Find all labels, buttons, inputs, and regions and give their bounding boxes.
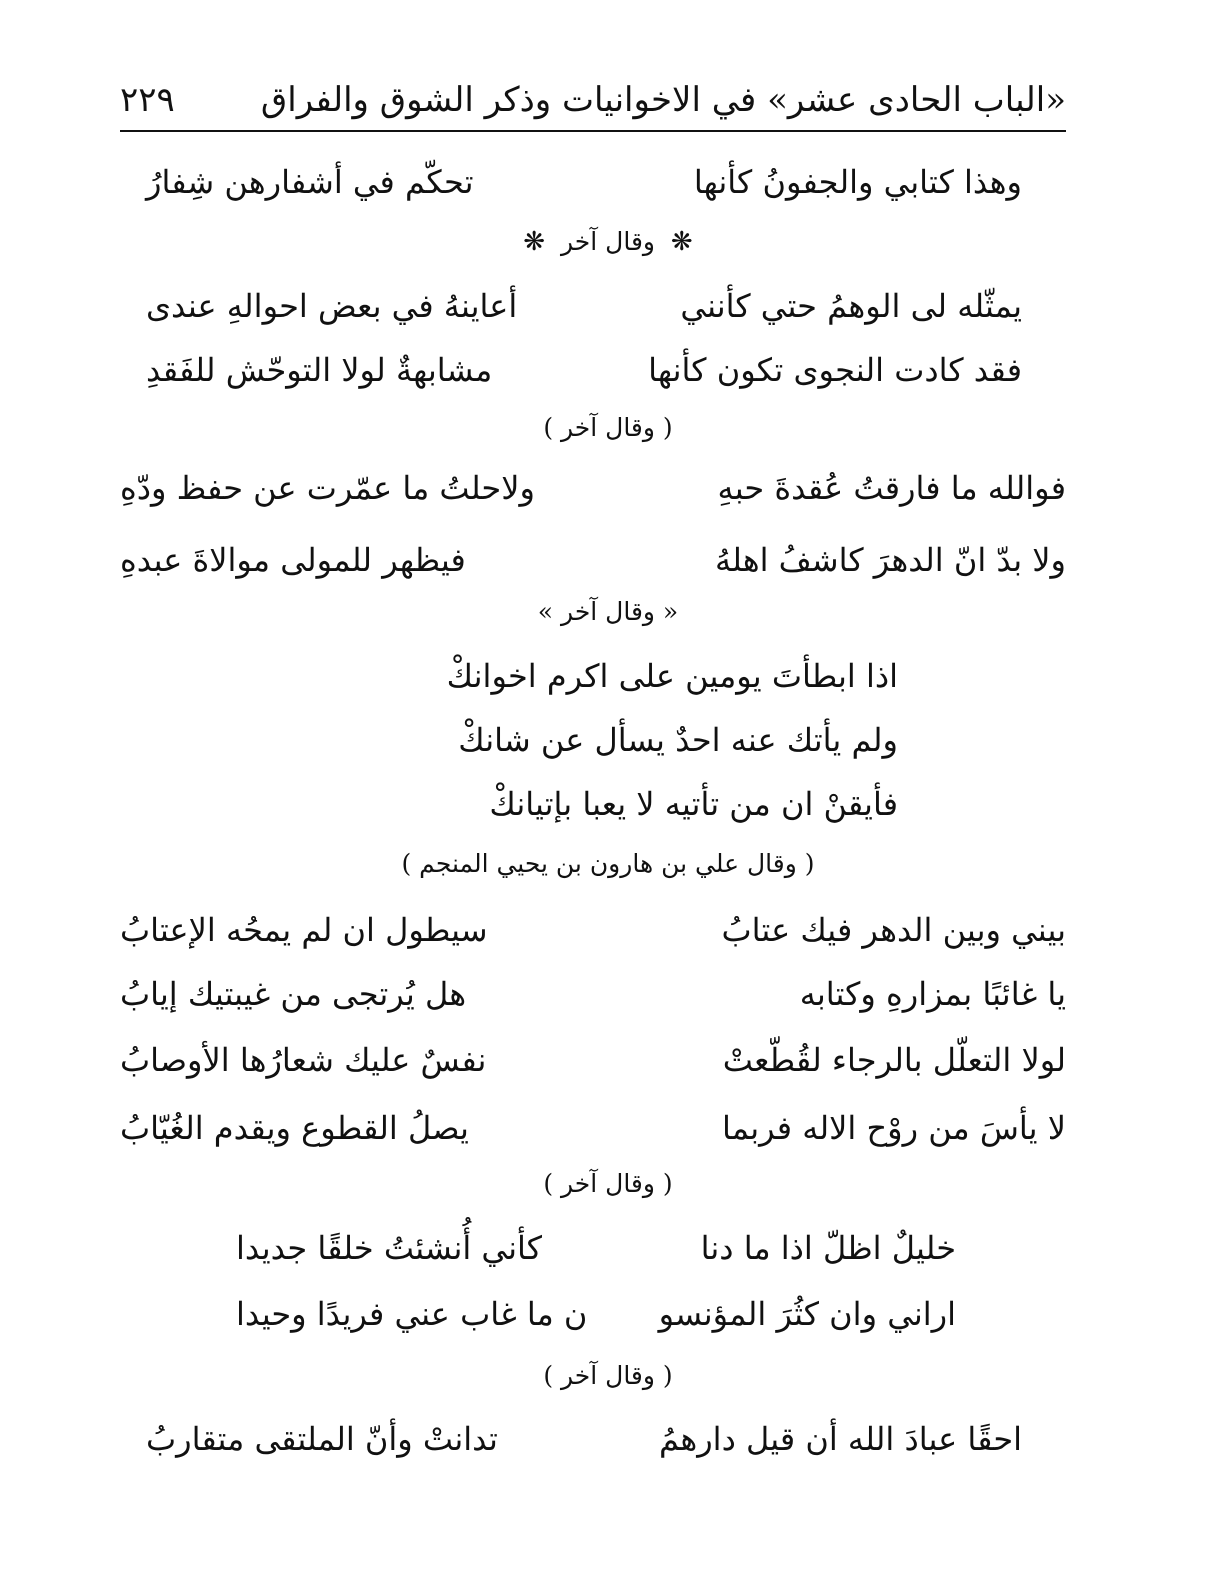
header-rule [120,130,1066,132]
verse-second-hemistich: يصلُ القطوع ويقدم الغُيّابُ [120,1109,469,1147]
poem-line: ولم يأتك عنه احدٌ يسأل عن شانكْ [458,721,898,759]
running-head [120,72,1066,128]
verse-first-hemistich: خليلٌ اظلّ اذا ما دنا [700,1229,956,1267]
verse-line [236,1284,956,1344]
verse-second-hemistich: كأني أُنشئتُ خلقًا جديدا [236,1229,542,1267]
verse-second-hemistich: مشابهةٌ لولا التوحّش للفَقدِ [146,351,493,389]
verse-line [120,530,1066,590]
verse-first-hemistich: يمثّله لى الوهمُ حتي كأنني [680,287,1022,325]
running-head-title: «الباب الحادى عشر» في الاخوانيات وذكر الشوق والفراق [260,80,1066,120]
section-heading: ( وقال علي بن هارون بن يحيي المنجم ) [401,849,815,878]
section-heading-text: وقال آخر [561,227,655,256]
ornament-icon: ❋ [523,227,546,257]
verse-line [120,900,1066,960]
verse-second-hemistich: فيظهر للمولى موالاةَ عبدهِ [120,541,466,579]
verse-first-hemistich: يا غائبًا بمزارهِ وكتابه [799,975,1066,1013]
verse-first-hemistich: اراني وان كثُرَ المؤنسو [658,1295,956,1333]
verse-second-hemistich: أعاينهُ في بعض احوالهِ عندى [146,287,518,325]
verse-second-hemistich: ن ما غاب عني فريدًا وحيدا [236,1295,588,1333]
verse-line [120,1030,1066,1090]
verse-second-hemistich: تدانتْ وأنّ الملتقى متقاربُ [146,1420,498,1458]
verse-first-hemistich: وهذا كتابي والجفونُ كأنها [693,163,1022,201]
verse-first-hemistich: احقًا عبادَ الله أن قيل دارهمُ [659,1420,1022,1458]
verse-line [236,1218,956,1278]
verse-second-hemistich: نفسٌ عليك شعارُها الأوصابُ [120,1041,487,1079]
verse-first-hemistich: فقد كادت النجوى تكون كأنها [648,351,1022,389]
ornament-icon: ❋ [670,227,693,257]
section-heading [0,222,1216,262]
poem-line: فأيقنْ ان من تأتيه لا يعبا بإتيانكْ [489,785,898,823]
verse-line [120,1098,1066,1158]
verse-line [146,154,1022,210]
section-heading: « وقال آخر » [537,597,679,626]
verse-line [120,964,1066,1024]
verse-line [120,458,1066,518]
section-heading: ( وقال آخر ) [543,1169,673,1198]
verse-second-hemistich: سيطول ان لم يمحُه الإعتابُ [120,911,488,949]
poem-line: اذا ابطأتَ يومين على اكرم اخوانكْ [446,657,898,695]
page-number: ٢٢٩ [120,80,175,120]
verse-line [146,340,1022,400]
verse-first-hemistich: فوالله ما فارقتُ عُقدةَ حبهِ [717,469,1066,507]
verse-first-hemistich: ولا بدّ انّ الدهرَ كاشفُ اهلهُ [714,541,1066,579]
verse-first-hemistich: لا يأسَ من روْح الاله فربما [721,1109,1066,1147]
verse-first-hemistich: لولا التعلّل بالرجاء لقُطّعتْ [722,1041,1066,1079]
section-heading: ( وقال آخر ) [543,413,673,442]
verse-line [146,276,1022,336]
verse-second-hemistich: ولاحلتُ ما عمّرت عن حفظ ودّهِ [120,469,535,507]
verse-first-hemistich: بيني وبين الدهر فيك عتابُ [721,911,1066,949]
verse-second-hemistich: تحكّم في أشفارهن شِفارُ [146,163,474,201]
section-heading: ( وقال آخر ) [543,1361,673,1390]
verse-line [146,1408,1022,1470]
verse-second-hemistich: هل يُرتجى من غيبتيك إيابُ [120,975,467,1013]
